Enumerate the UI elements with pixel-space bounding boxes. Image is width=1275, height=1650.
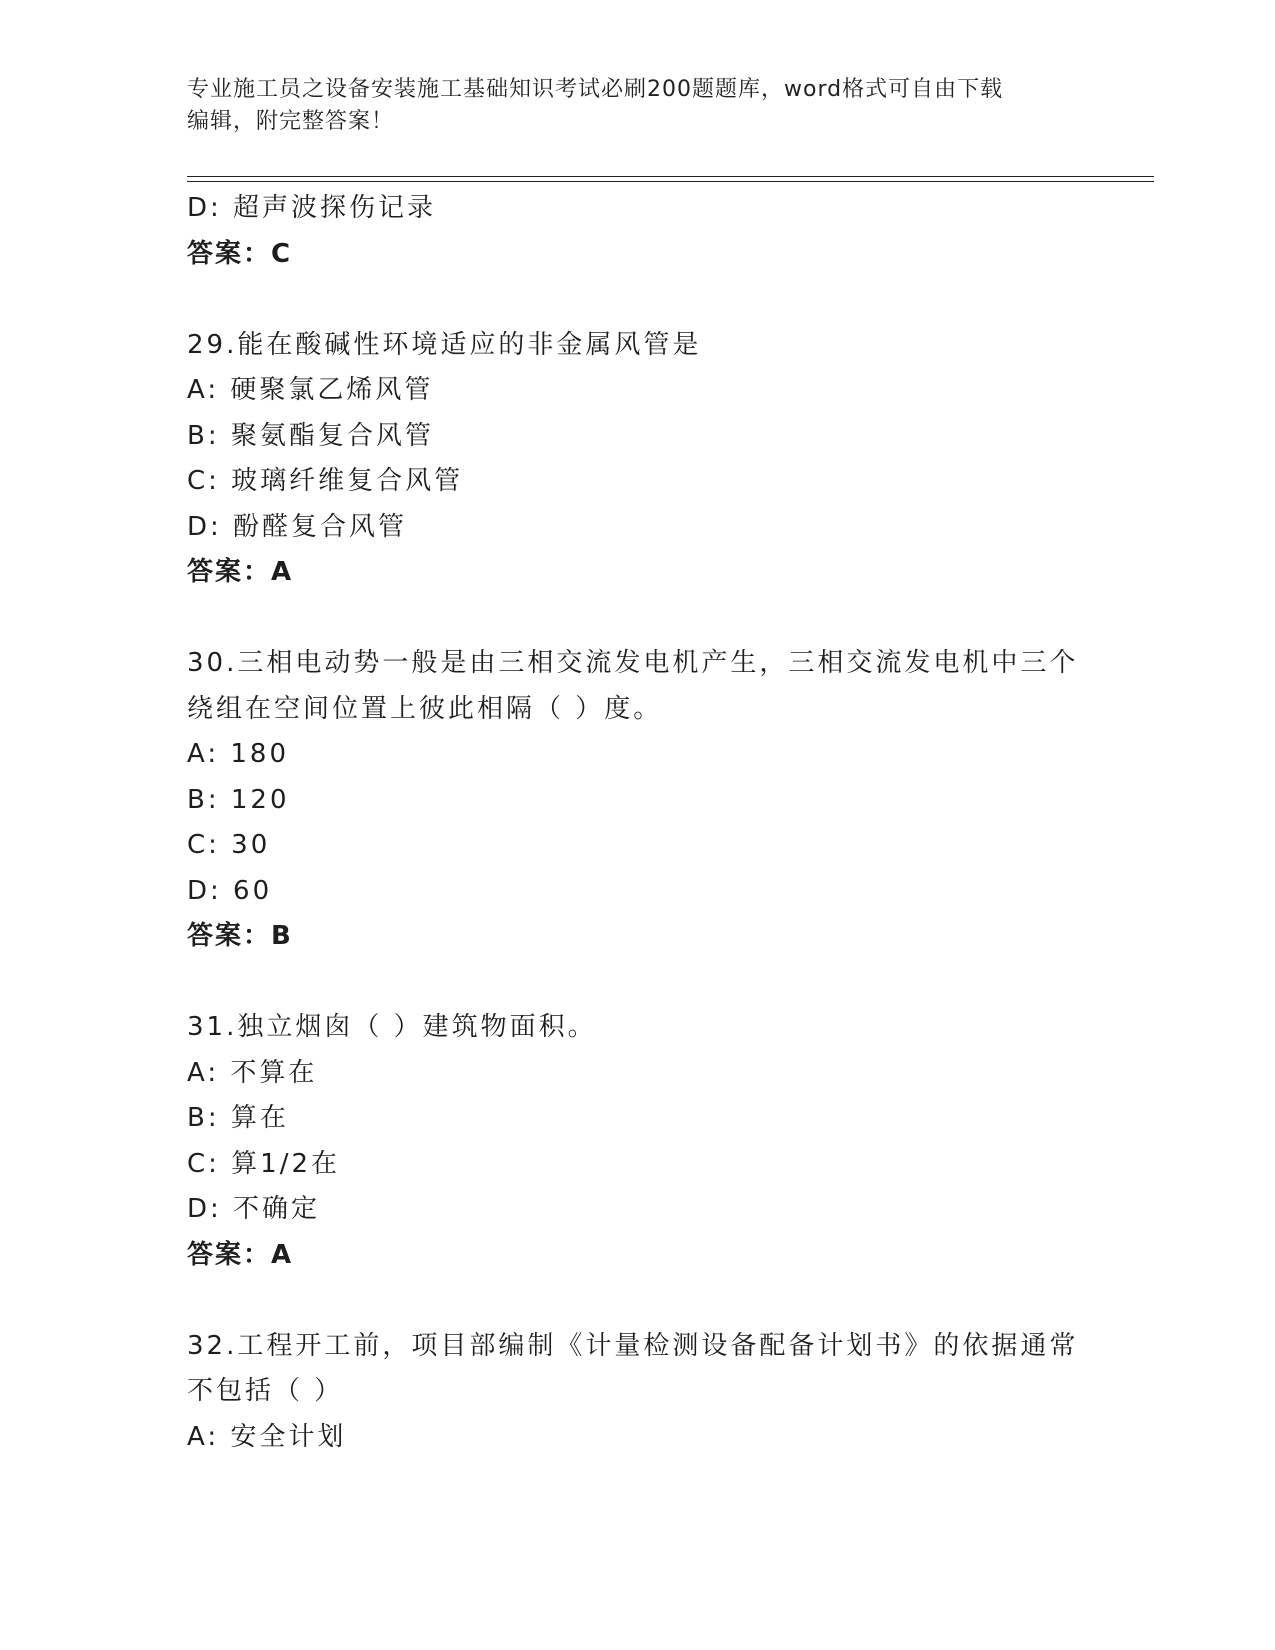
- question-29: [187, 323, 1087, 596]
- header-divider-bottom: [187, 181, 1154, 182]
- option-d: D: 60: [187, 875, 273, 906]
- option-c: C: 30: [187, 830, 271, 860]
- spacer: [187, 277, 1087, 323]
- option-c: C: 算1/2在: [187, 1148, 341, 1179]
- question-32: [187, 1324, 1087, 1461]
- question-text-continued: 绕组在空间位置上彼此相隔（ ）度。: [187, 693, 663, 724]
- option-d: D: 不确定: [187, 1194, 321, 1224]
- option-a: A: 180: [187, 739, 289, 769]
- spacer: [187, 1278, 1087, 1324]
- answer-line: 答案：A: [187, 557, 294, 587]
- option-a: A: 硬聚氯乙烯风管: [187, 375, 434, 405]
- question-text: 31.独立烟囱（ ）建筑物面积。: [187, 1012, 597, 1042]
- header-title-line-2: 编辑，附完整答案！: [187, 109, 395, 134]
- option-c: C: 玻璃纤维复合风管: [187, 466, 464, 496]
- answer-line: 答案：A: [187, 1239, 294, 1270]
- question-text: 29.能在酸碱性环境适应的非金属风管是: [187, 329, 702, 360]
- option-a: A: 安全计划: [187, 1421, 347, 1452]
- option-b: B: 聚氨酯复合风管: [187, 420, 434, 451]
- answer-line: 答案：B: [187, 921, 293, 951]
- spacer: [187, 596, 1087, 642]
- option-d: D: 酚醛复合风管: [187, 511, 408, 542]
- header-title-line-1: 专业施工员之设备安装施工基础知识考试必刷200题题库，word格式可自由下载: [187, 77, 1004, 102]
- spacer: [187, 960, 1087, 1006]
- question-list: [187, 186, 1087, 1460]
- question-text: 32.工程开工前，项目部编制《计量检测设备配备计划书》的依据通常: [187, 1330, 1079, 1361]
- header-divider-top: [187, 176, 1154, 177]
- question-31: [187, 1005, 1087, 1278]
- question-text: 30.三相电动势一般是由三相交流发电机产生，三相交流发电机中三个: [187, 648, 1079, 678]
- document-header: [187, 74, 1067, 138]
- option-a: A: 不算在: [187, 1057, 318, 1088]
- question-30: [187, 641, 1087, 960]
- option-b: B: 算在: [187, 1103, 289, 1133]
- answer-line: 答案：C: [187, 238, 293, 269]
- question-text-continued: 不包括（ ）: [187, 1376, 344, 1406]
- option-d: D: 超声波探伤记录: [187, 193, 437, 223]
- option-b: B: 120: [187, 784, 290, 815]
